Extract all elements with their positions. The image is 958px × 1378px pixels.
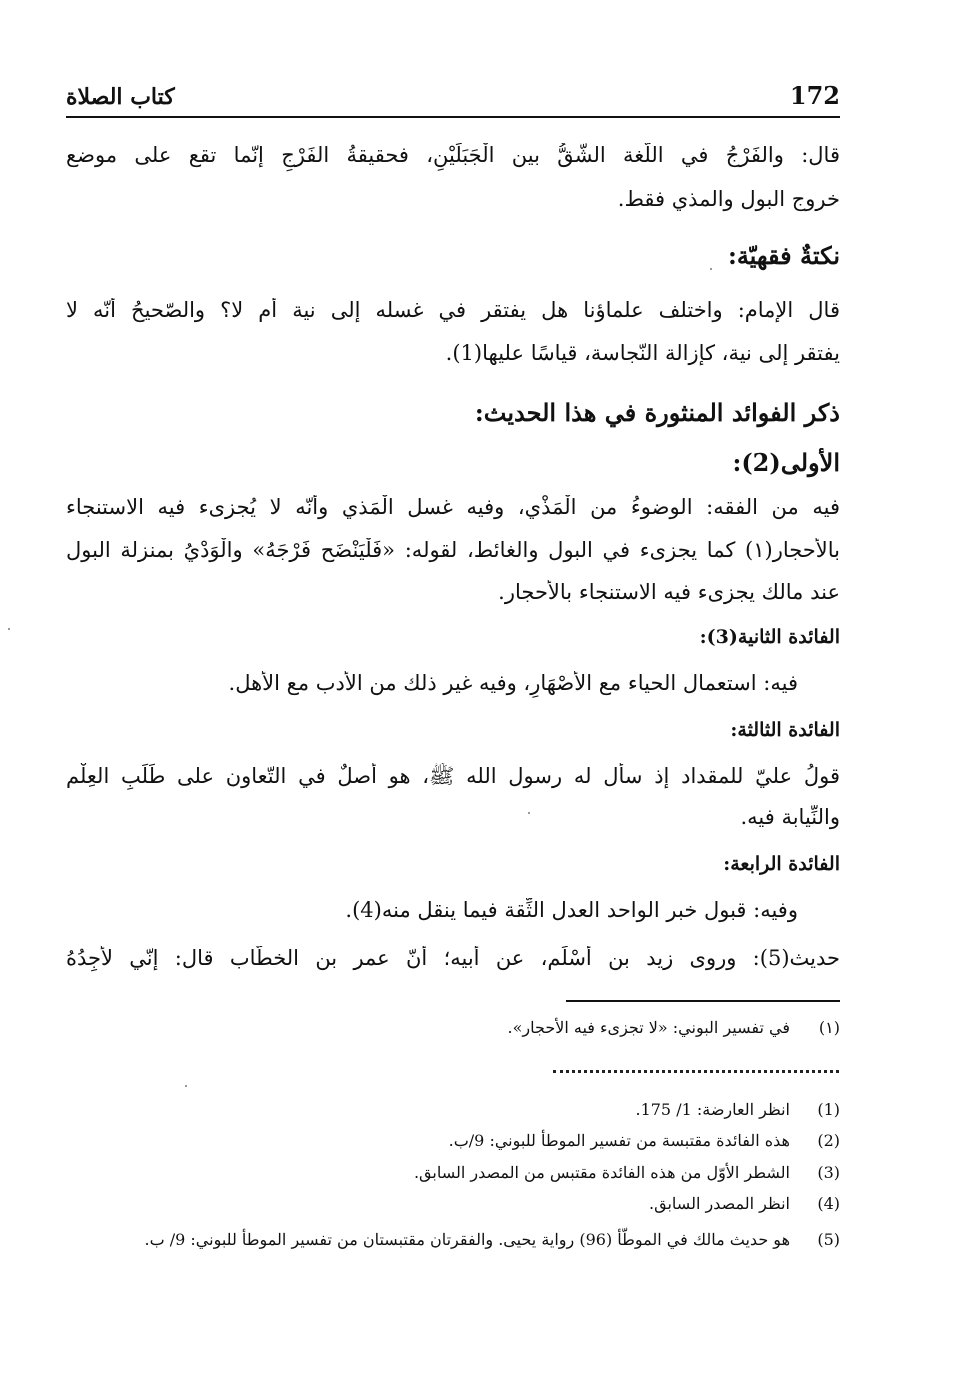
footnote-text: انظر العارضة: 1/ 175. xyxy=(635,1100,790,1119)
footnote-text: هو حديث مالك في الموطّأ (96) رواية يحيى. والفقرتان مقتبستان من تفسير الموطأ للبوني: 9/ ب. xyxy=(144,1230,790,1249)
paragraph-line: يفتقر إلى نية، كإزالة النّجاسة، قياسًا عليها(1). xyxy=(445,341,840,365)
scan-speck xyxy=(8,628,10,630)
subsection-heading: الأولى(2): xyxy=(732,448,840,477)
paragraph-line: قال: والفَرْجُ في اللُّغة الشَّقُّ بين الْجَبَلَيْنِ، فحقيقةُ الفَرْجِ إنّما تقع على موضع xyxy=(66,143,840,167)
footnote-number: (١) xyxy=(818,1018,840,1037)
paragraph-line: قال الإمام: واختلف علماؤنا هل يفتقر في غسله إلى نية أم لا؟ والصّحيحُ أنّه لا xyxy=(66,298,840,322)
footnote-text: في تفسير البوني: «لا تجزىء فيه الأحجار». xyxy=(507,1018,790,1037)
footnote-text: الشطر الأوّل من هذه الفائدة مقتبس من المصدر السابق. xyxy=(413,1163,790,1182)
footnote-item xyxy=(80,1163,840,1189)
footnote-separator xyxy=(566,1000,840,1002)
footnote-item xyxy=(80,1230,840,1256)
footnote-item xyxy=(80,1100,840,1126)
footnote-number: (4) xyxy=(817,1194,840,1213)
footnote-number: (5) xyxy=(817,1230,840,1249)
section-heading: ذكر الفوائد المنثورة في هذا الحديث: xyxy=(474,398,840,427)
page-header xyxy=(66,76,840,118)
subsection-heading: الفائدة الثانية(3): xyxy=(699,626,840,648)
footnote-item xyxy=(80,1131,840,1157)
footnote-number: (3) xyxy=(817,1163,840,1182)
footnote-item xyxy=(80,1194,840,1220)
section-heading: نكتةٌ فقهيّة: xyxy=(727,241,840,270)
footnote-text: هذه الفائدة مقتبسة من تفسير الموطأ للبوني: 9/ب. xyxy=(448,1131,790,1150)
paragraph-line: خروج البول والمذي فقط. xyxy=(617,187,840,211)
scan-speck xyxy=(528,812,530,814)
subsection-heading: الفائدة الرابعة: xyxy=(723,853,840,875)
paragraph-line: وفيه: قبول خبر الواحد العدل الثِّقة فيما ينقل منه(4). xyxy=(345,898,798,922)
footnote-number: (2) xyxy=(817,1131,840,1150)
footnote-text: انظر المصدر السابق. xyxy=(649,1194,790,1213)
paragraph-line: بالأحجار(١) كما يجزىء في البول والغائط، لقوله: «فَلْيَنْضَح فَرْجَهُ» والْوَدْيُ بمنزلة البول xyxy=(66,538,840,562)
paragraph-line: فيه من الفقه: الوضوءُ من الْمَذْي، وفيه غسل الْمَذي وأنّه لا يُجزىء فيه الاستنجاء xyxy=(66,495,840,519)
running-title: كتاب الصلاة xyxy=(66,84,175,110)
paragraph-line: قولُ عليّ للمقداد إذ سأل له رسول الله ﷺ، هو أصلٌ في التّعاون على طَلَبِ العِلْم xyxy=(66,764,840,788)
scan-speck xyxy=(185,1085,187,1087)
scan-speck xyxy=(710,268,712,270)
footnote-dotted-separator xyxy=(553,1070,839,1073)
page-number: 172 xyxy=(789,81,840,110)
footnote-number: (1) xyxy=(817,1100,840,1119)
paragraph-line: والنِّيابة فيه. xyxy=(740,805,840,829)
footnote-arabic xyxy=(80,1018,840,1044)
paragraph-line: عند مالك يجزىء فيه الاستنجاء بالأحجار. xyxy=(498,580,840,604)
paragraph-line: حديث(5): وروى زيد بن أَسْلَم، عن أبيه؛ أنّ عمر بن الخطّاب قال: إنّي لأَجِدُهُ xyxy=(66,946,840,970)
paragraph-line: فيه: استعمال الحياء مع الأَصْهَارِ، وفيه غير ذلك من الأدب مع الأهل. xyxy=(228,671,798,695)
subsection-heading: الفائدة الثالثة: xyxy=(730,719,840,741)
